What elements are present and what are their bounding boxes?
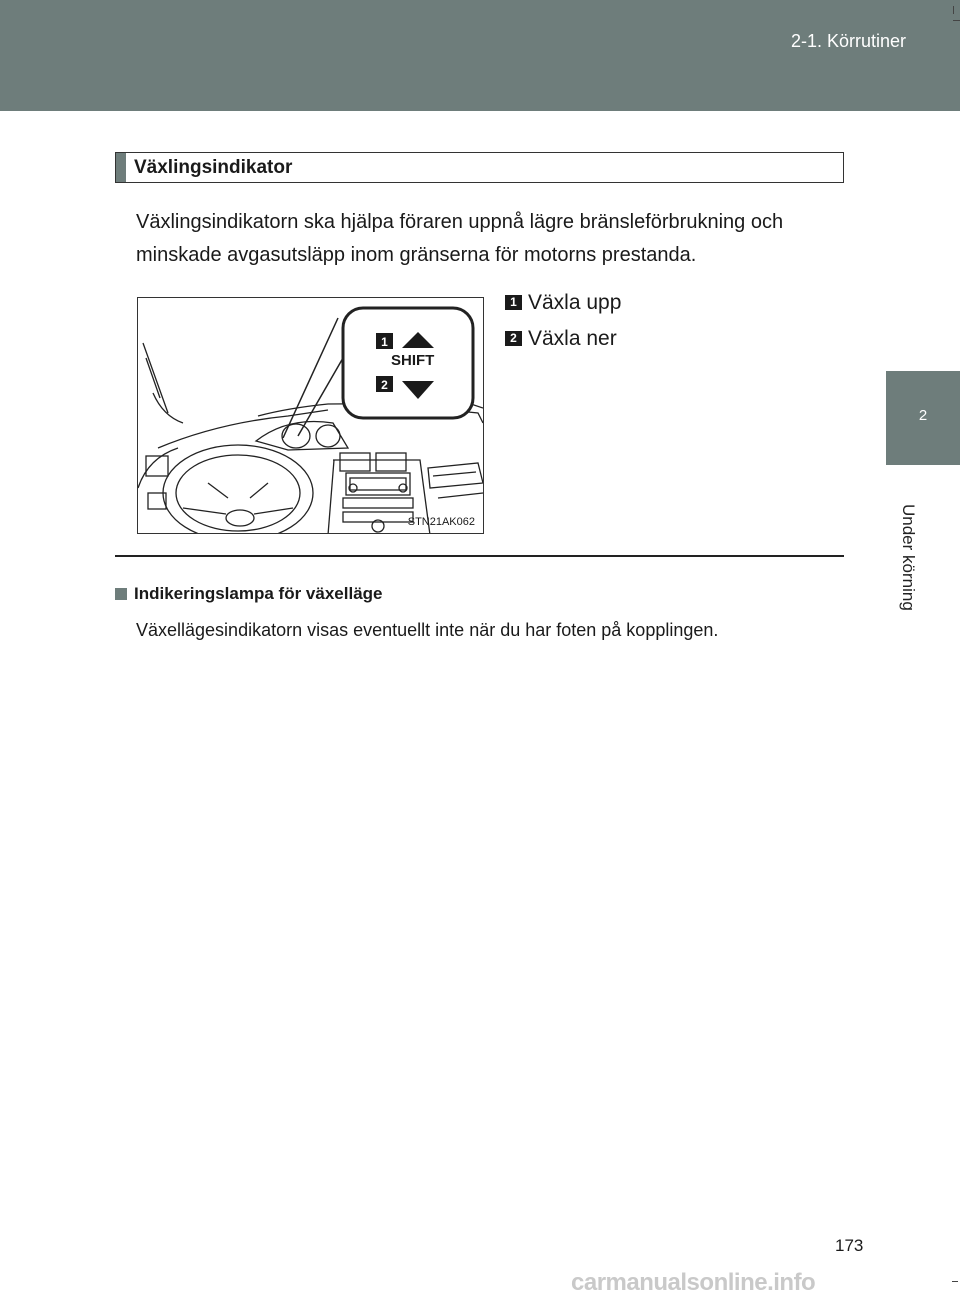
chapter-tab <box>886 371 960 465</box>
dashboard-drawing <box>138 298 484 534</box>
legend-item <box>505 327 617 351</box>
section-divider <box>115 555 844 557</box>
dashboard-illustration <box>137 297 484 534</box>
intro-paragraph: Växlingsindikatorn ska hjälpa föraren uppnå lägre bränsleförbrukning och minskade avgasutsläpp inom gränserna för motorns prestanda. <box>136 211 784 266</box>
note-body: Växellägesindikatorn visas eventuellt inte när du har foten på kopplingen. <box>136 620 719 640</box>
square-bullet-icon <box>115 588 127 600</box>
chapter-title: Under körning <box>899 504 918 611</box>
legend-text: Växla ner <box>528 327 617 350</box>
figure-badge-2: 2 <box>381 378 388 392</box>
crop-mark <box>953 20 960 21</box>
note-heading: Indikeringslampa för växelläge <box>134 584 383 603</box>
heading-accent-bar <box>116 153 126 182</box>
page-header <box>0 0 960 111</box>
figure-badge-1: 1 <box>381 335 388 349</box>
legend-badge: 1 <box>505 295 522 310</box>
crop-mark <box>953 6 954 14</box>
crop-mark <box>952 1281 958 1282</box>
section-title: 2-1. Körrutiner <box>790 31 906 51</box>
section-heading: Växlingsindikator <box>134 157 293 178</box>
shift-label: SHIFT <box>391 352 435 369</box>
note-heading-row <box>115 584 382 604</box>
watermark: carmanualsonline.info <box>571 1269 816 1296</box>
chapter-number: 2 <box>918 407 928 424</box>
legend-badge: 2 <box>505 331 522 346</box>
legend-text: Växla upp <box>528 291 622 314</box>
figure-code: STN21AK062 <box>407 516 475 528</box>
section-heading-box <box>115 152 844 183</box>
legend-item <box>505 291 621 315</box>
page-number: 173 <box>835 1236 864 1255</box>
